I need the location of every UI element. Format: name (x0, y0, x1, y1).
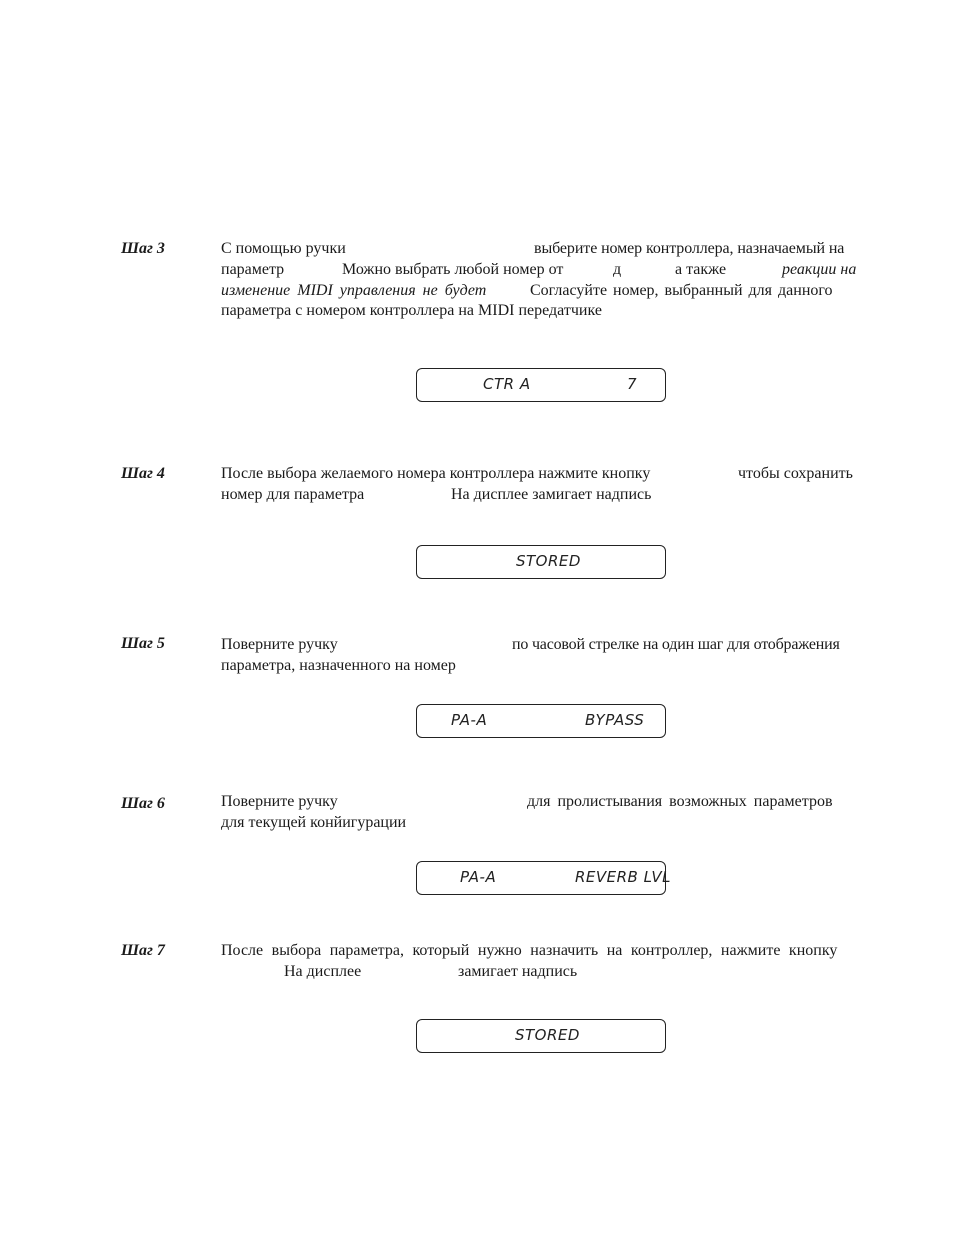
step-text: Можно выбрать любой номер от (342, 261, 564, 278)
lcd-display (416, 704, 666, 738)
step-text: замигает надпись (458, 963, 578, 980)
step-label: Шаг 7 (121, 942, 165, 959)
step-text: После выбора желаемого номера контроллера нажмите кнопку (221, 465, 651, 482)
step-text: изменение MIDI управления не будет (221, 282, 487, 299)
lcd-right-text: 7 (627, 375, 638, 393)
step-text: номер для параметра (221, 486, 365, 503)
step-text: Согласуйте номер, выбранный для данного (530, 282, 833, 299)
step-label: Шаг 3 (121, 240, 165, 257)
step-text: для пролистывания возможных параметров (527, 793, 833, 810)
lcd-center-text: STORED (516, 552, 581, 570)
lcd-left-text: PA-A (451, 711, 488, 729)
step-text: чтобы сохранить (738, 465, 853, 482)
step-text: На дисплее (284, 963, 362, 980)
step-text: На дисплее замигает надпись (451, 486, 652, 503)
step-text: Поверните ручку (221, 793, 338, 810)
step-label: Шаг 4 (121, 465, 165, 482)
step-text: параметра, назначенного на номер (221, 657, 456, 674)
step-text: С помощью ручки (221, 240, 346, 257)
lcd-display (416, 545, 666, 579)
lcd-right-text: BYPASS (585, 711, 645, 729)
step-label: Шаг 5 (121, 635, 165, 652)
step-text: для текущей конйигурации (221, 814, 407, 831)
lcd-left-text: CTR A (483, 375, 531, 393)
lcd-right-text: REVERB LVL (575, 868, 672, 886)
step-text: д (613, 261, 622, 278)
step-text: После выбора параметра, который нужно назначить на контроллер, нажмите кнопку (221, 942, 838, 959)
lcd-display (416, 368, 666, 402)
step-text: реакции на (782, 261, 857, 278)
lcd-left-text: PA-A (460, 868, 497, 886)
lcd-display (416, 861, 672, 895)
step-text: параметр (221, 261, 285, 278)
lcd-display (416, 1019, 666, 1053)
step-text: а также (675, 261, 727, 278)
step-label: Шаг 6 (121, 795, 165, 812)
step-text: по часовой стрелке на один шаг для отображения (512, 636, 840, 653)
step-text: выберите номер контроллера, назначаемый на (534, 240, 845, 257)
step-text: параметра с номером контроллера на MIDI передатчике (221, 302, 602, 319)
lcd-center-text: STORED (515, 1026, 580, 1044)
step-text: Поверните ручку (221, 636, 338, 653)
